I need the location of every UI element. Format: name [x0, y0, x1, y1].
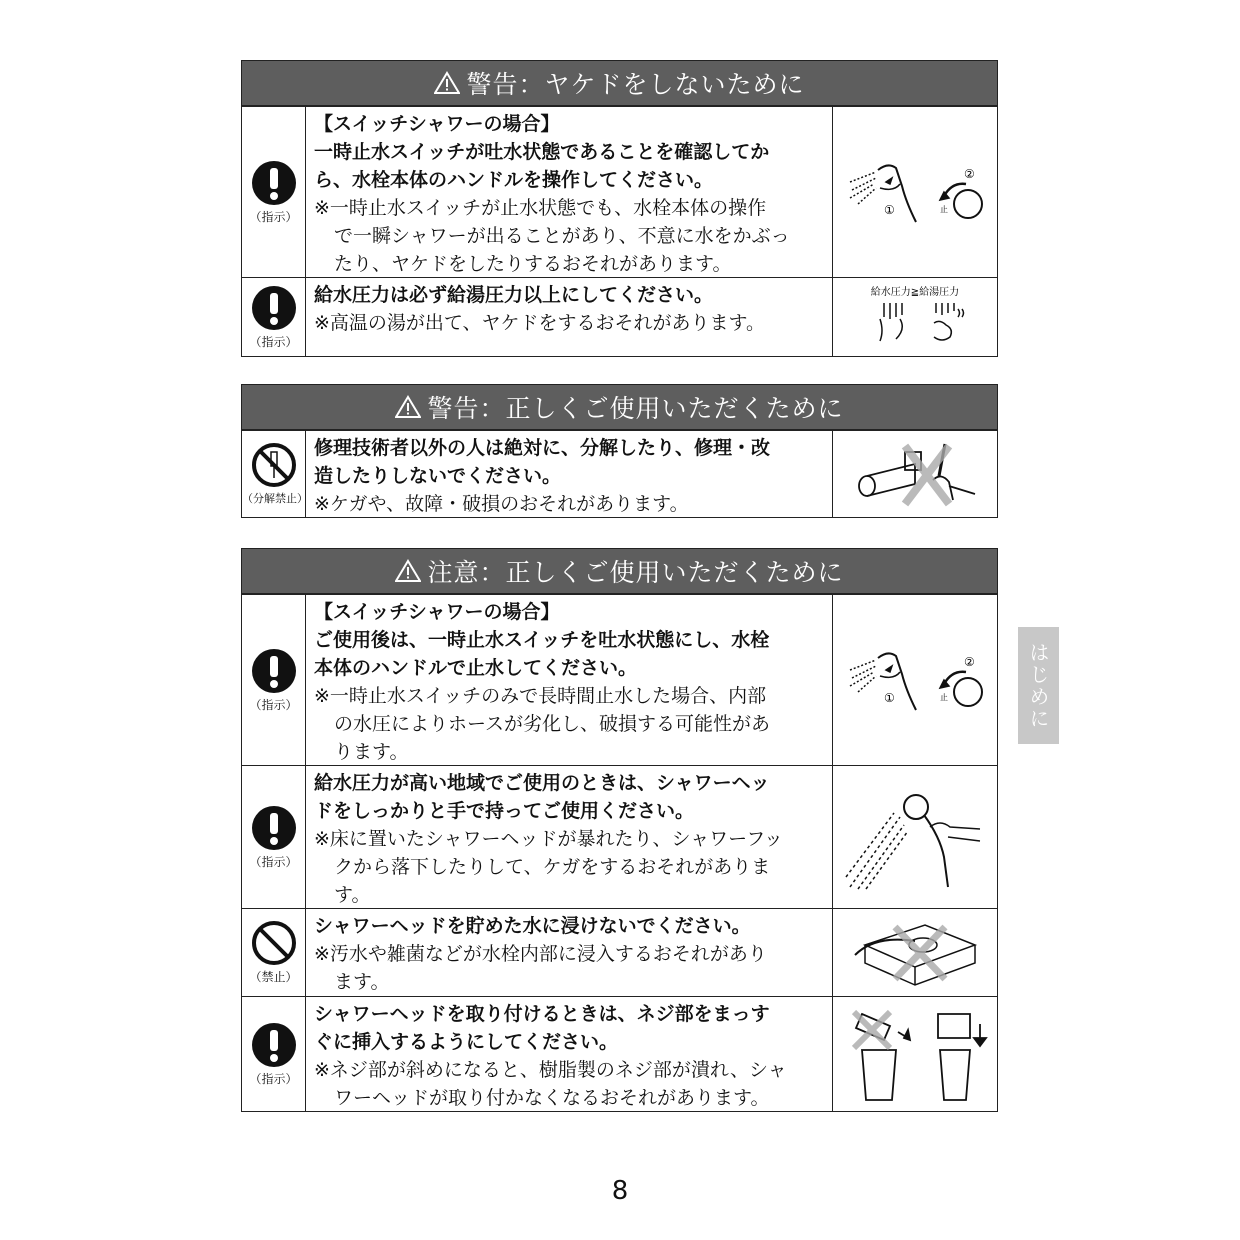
exclamation-icon [251, 160, 297, 206]
instruction-text [306, 766, 833, 908]
instruction-text [306, 997, 833, 1111]
instruction-row [242, 106, 997, 277]
instruction-text [306, 909, 833, 996]
section-header [242, 61, 997, 106]
instruction-text [306, 107, 833, 277]
pressure-comparison-illustration [850, 283, 980, 351]
bold-line: シャワーヘッドを貯めた水に浸けないでください。 [314, 915, 751, 937]
note-line: ※床に置いたシャワーヘッドが暴れたり、シャワーフッ [314, 828, 783, 850]
exclamation-icon [251, 285, 297, 331]
caution-section-usage [241, 548, 998, 1112]
bold-line: 造したりしないでください。 [314, 465, 562, 487]
shower-in-basin-illustration [845, 915, 985, 991]
note-line: ※ケガや、故障・破損のおそれがあります。 [314, 493, 689, 515]
instruction-text [306, 595, 833, 765]
pressure-caption: 給水圧力≧給湯圧力 [870, 287, 960, 298]
step-1-label: ① [884, 691, 895, 705]
icon-label: （分解禁止） [242, 492, 308, 505]
bold-line: 本体のハンドルで止水してください。 [314, 657, 638, 679]
note-line: たり、ヤケドをしたりするおそれがあります。 [334, 253, 732, 275]
section-header [242, 385, 997, 430]
warning-section-burn [241, 60, 998, 357]
bold-line: ぐに挿入するようにしてください。 [314, 1031, 619, 1053]
bold-line: 一時止水スイッチが吐水状態であることを確認してか [314, 141, 770, 163]
bold-line: 給水圧力が高い地域でご使用のときは、シャワーヘッ [314, 772, 770, 794]
section-title: 警告：ヤケドをしないために [466, 70, 805, 99]
bold-line: 【スイッチシャワーの場合】 [314, 113, 560, 135]
note-line: す。 [334, 884, 371, 906]
instruction-text [306, 431, 833, 517]
bold-line: ら、水栓本体のハンドルを操作してください。 [314, 169, 714, 191]
step-2-label: ② [964, 655, 975, 669]
thread-insertion-illustration [840, 1004, 990, 1104]
note-line: で一瞬シャワーが出ることがあり、不意に水をかぶっ [334, 225, 790, 247]
stop-label: 止 [940, 693, 948, 702]
icon-label: （指示） [249, 209, 298, 224]
bold-line: 修理技術者以外の人は絶対に、分解したり、修理・改 [314, 437, 771, 459]
note-line: ※ネジ部が斜めになると、樹脂製のネジ部が潰れ、シャ [314, 1059, 787, 1081]
instruction-row [242, 765, 997, 908]
exclamation-icon [251, 648, 297, 694]
note-line: ※汚水や雑菌などが水栓内部に浸入するおそれがあり [314, 943, 767, 965]
prohibition-icon [251, 920, 297, 966]
warning-triangle-icon [434, 71, 460, 95]
no-disassembly-illustration [845, 436, 985, 512]
page-number: 8 [611, 1176, 629, 1206]
note-line: ※一時止水スイッチが止水状態でも、水栓本体の操作 [314, 197, 767, 219]
icon-label: （禁止） [249, 970, 298, 984]
warning-section-usage [241, 384, 998, 518]
bold-line: 【スイッチシャワーの場合】 [314, 601, 560, 623]
side-tab-introduction: はじめに [1018, 627, 1059, 744]
warning-triangle-icon [395, 395, 421, 419]
exclamation-icon [251, 805, 297, 851]
bold-line: シャワーヘッドを取り付けるときは、ネジ部をまっす [314, 1003, 770, 1025]
note-line: ます。 [334, 971, 390, 993]
hand-holding-shower-illustration [840, 777, 990, 897]
note-line: ります。 [334, 741, 409, 763]
instruction-row [242, 996, 997, 1111]
step-1-label: ① [884, 203, 895, 217]
instruction-row [242, 430, 997, 517]
note-line: クから落下したりして、ケガをするおそれがありま [334, 856, 771, 878]
bold-line: 給水圧力は必ず給湯圧力以上にしてください。 [314, 284, 714, 306]
switch-shower-handle-illustration [840, 152, 990, 232]
exclamation-icon [251, 1022, 297, 1068]
icon-label: （指示） [249, 334, 298, 349]
note-line: ※高温の湯が出て、ヤケドをするおそれがあります。 [314, 312, 766, 334]
section-title: 注意：正しくご使用いただくために [427, 558, 844, 587]
instruction-row [242, 594, 997, 765]
bold-line: ドをしっかりと手で持ってご使用ください。 [314, 800, 695, 822]
note-line: の水圧によりホースが劣化し、破損する可能性があ [334, 713, 771, 735]
stop-label: 止 [940, 205, 948, 214]
icon-label: （指示） [249, 697, 298, 712]
step-2-label: ② [964, 167, 975, 181]
instruction-row [242, 277, 997, 356]
icon-label: （指示） [249, 1071, 298, 1086]
note-line: ワーヘッドが取り付かなくなるおそれがあります。 [334, 1087, 770, 1109]
section-header [242, 549, 997, 594]
no-disassembly-icon [251, 442, 297, 488]
warning-triangle-icon [395, 559, 421, 583]
note-line: ※一時止水スイッチのみで長時間止水した場合、内部 [314, 685, 767, 707]
instruction-text [306, 278, 833, 356]
bold-line: ご使用後は、一時止水スイッチを吐水状態にし、水栓 [314, 629, 770, 651]
section-title: 警告：正しくご使用いただくために [427, 394, 844, 423]
icon-label: （指示） [249, 854, 298, 869]
instruction-row [242, 908, 997, 996]
switch-shower-handle-illustration [840, 640, 990, 720]
